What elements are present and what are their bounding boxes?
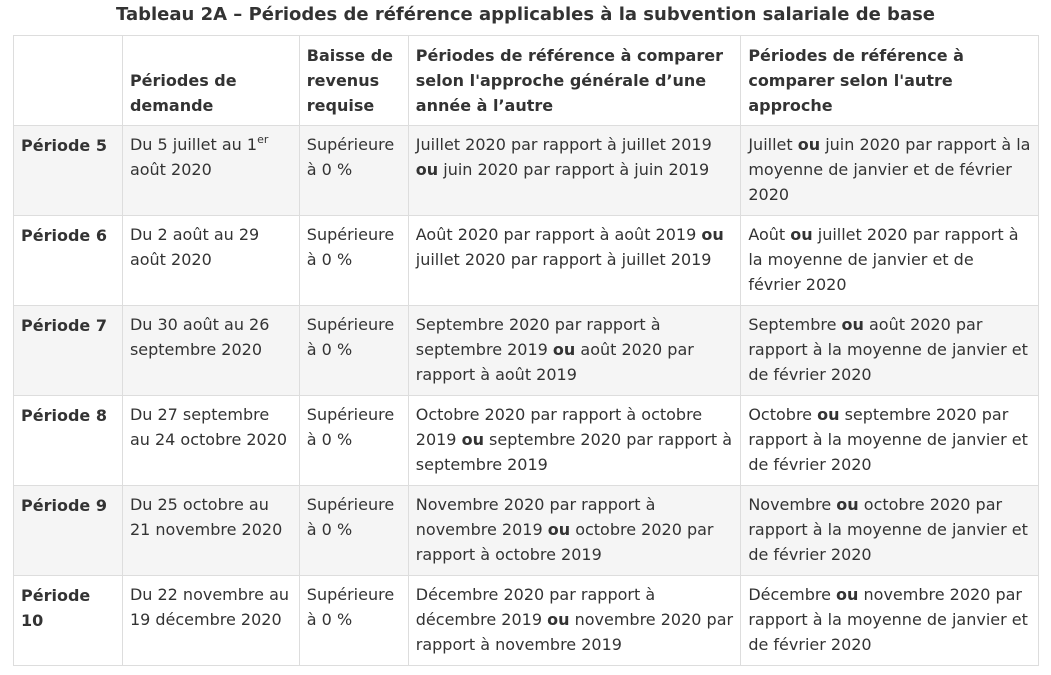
comparison-text: octobre 2020 par rapport à octobre 2019 bbox=[415, 520, 714, 564]
reference-periods-table bbox=[13, 35, 1039, 666]
claim-period-cell bbox=[122, 396, 299, 486]
conjunction-or: ou bbox=[547, 520, 571, 539]
conjunction-or: ou bbox=[841, 315, 864, 334]
comparison-text: Octobre 2020 par rapport à octobre 2019 bbox=[415, 405, 703, 449]
comparison-text: Décembre bbox=[748, 585, 837, 604]
comparison-text: Septembre 2020 par rapport à septembre 2019 bbox=[415, 315, 661, 359]
alternate-approach-cell bbox=[741, 306, 1039, 396]
claim-period-text: Du 22 novembre au 19 décembre 2020 bbox=[129, 585, 290, 629]
comparison-text: Juillet 2020 par rapport à juillet 2019 bbox=[415, 135, 712, 154]
comparison-text: juillet 2020 par rapport à la moyenne de janvier et de février 2020 bbox=[748, 225, 1019, 294]
general-approach-cell bbox=[408, 486, 741, 576]
comparison-text: juin 2020 par rapport à la moyenne de janvier et de février 2020 bbox=[748, 135, 1031, 204]
revenue-drop-cell: Supérieure à 0 % bbox=[299, 576, 408, 666]
general-approach-cell bbox=[408, 216, 741, 306]
claim-period-text: Du 27 septembre au 24 octobre 2020 bbox=[129, 405, 288, 449]
period-label: Période 8 bbox=[14, 396, 123, 486]
comparison-text: Novembre 2020 par rapport à novembre 2019 bbox=[415, 495, 656, 539]
comparison-text: juin 2020 par rapport à juin 2019 bbox=[438, 160, 710, 179]
conjunction-or: ou bbox=[836, 585, 859, 604]
table-row bbox=[14, 486, 1039, 576]
table-row bbox=[14, 306, 1039, 396]
period-label: Période 7 bbox=[14, 306, 123, 396]
ordinal-superscript: er bbox=[257, 132, 269, 146]
general-approach-cell bbox=[408, 306, 741, 396]
general-approach-cell bbox=[408, 576, 741, 666]
general-approach-cell bbox=[408, 396, 741, 486]
comparison-text: Septembre bbox=[748, 315, 842, 334]
conjunction-or: ou bbox=[547, 610, 570, 629]
claim-period-text: Du 2 août au 29 août 2020 bbox=[129, 225, 260, 269]
period-label: Période 10 bbox=[14, 576, 123, 666]
conjunction-or: ou bbox=[836, 495, 859, 514]
period-label: Période 5 bbox=[14, 126, 123, 216]
alternate-approach-cell bbox=[741, 216, 1039, 306]
revenue-drop-cell: Supérieure à 0 % bbox=[299, 396, 408, 486]
claim-period-text-end: août 2020 bbox=[129, 160, 212, 179]
comparison-text: octobre 2020 par rapport à la moyenne de janvier et de février 2020 bbox=[748, 495, 1028, 564]
claim-period-text: Du 5 juillet au 1 bbox=[129, 135, 258, 154]
comparison-text: Août 2020 par rapport à août 2019 bbox=[415, 225, 702, 244]
comparison-text: août 2020 par rapport à la moyenne de janvier et de février 2020 bbox=[748, 315, 1028, 384]
revenue-drop-cell: Supérieure à 0 % bbox=[299, 126, 408, 216]
header-empty bbox=[14, 36, 123, 126]
header-alternate-approach: Périodes de référence à comparer selon l'autre approche bbox=[741, 36, 1039, 126]
alternate-approach-cell bbox=[741, 486, 1039, 576]
header-claim-periods: Périodes de demande bbox=[122, 36, 299, 126]
alternate-approach-cell bbox=[741, 396, 1039, 486]
claim-period-cell bbox=[122, 216, 299, 306]
comparison-text: septembre 2020 par rapport à septembre 2019 bbox=[415, 430, 733, 474]
general-approach-cell bbox=[408, 126, 741, 216]
period-label: Période 6 bbox=[14, 216, 123, 306]
table-header-row bbox=[14, 36, 1039, 126]
claim-period-text: Du 30 août au 26 septembre 2020 bbox=[129, 315, 270, 359]
conjunction-or: ou bbox=[461, 430, 484, 449]
period-label: Période 9 bbox=[14, 486, 123, 576]
table-row bbox=[14, 396, 1039, 486]
claim-period-text: Du 25 octobre au 21 novembre 2020 bbox=[129, 495, 283, 539]
revenue-drop-cell: Supérieure à 0 % bbox=[299, 216, 408, 306]
comparison-text: Décembre 2020 par rapport à décembre 2019 bbox=[415, 585, 656, 629]
conjunction-or: ou bbox=[701, 225, 724, 244]
table-caption: Tableau 2A – Périodes de référence applicables à la subvention salariale de base bbox=[115, 4, 936, 25]
table-row bbox=[14, 576, 1039, 666]
conjunction-or: ou bbox=[790, 225, 813, 244]
claim-period-cell bbox=[122, 306, 299, 396]
claim-period-cell bbox=[122, 576, 299, 666]
claim-period-cell bbox=[122, 126, 299, 216]
comparison-text: Juillet bbox=[748, 135, 798, 154]
comparison-text: juillet 2020 par rapport à juillet 2019 bbox=[415, 250, 712, 269]
header-general-approach: Périodes de référence à comparer selon l'approche générale d’une année à l’autre bbox=[408, 36, 741, 126]
comparison-text: Août bbox=[748, 225, 791, 244]
revenue-drop-cell: Supérieure à 0 % bbox=[299, 486, 408, 576]
conjunction-or: ou bbox=[817, 405, 840, 424]
comparison-text: septembre 2020 par rapport à la moyenne de janvier et de février 2020 bbox=[748, 405, 1028, 474]
comparison-text: novembre 2020 par rapport à la moyenne de janvier et de février 2020 bbox=[748, 585, 1028, 654]
table-row bbox=[14, 126, 1039, 216]
table-row bbox=[14, 216, 1039, 306]
conjunction-or: ou bbox=[415, 160, 439, 179]
comparison-text: août 2020 par rapport à août 2019 bbox=[415, 340, 694, 384]
comparison-text: Octobre bbox=[748, 405, 818, 424]
alternate-approach-cell bbox=[741, 576, 1039, 666]
alternate-approach-cell bbox=[741, 126, 1039, 216]
header-revenue-drop: Baisse de revenus requise bbox=[299, 36, 408, 126]
conjunction-or: ou bbox=[552, 340, 576, 359]
comparison-text: novembre 2020 par rapport à novembre 2019 bbox=[415, 610, 734, 654]
claim-period-cell bbox=[122, 486, 299, 576]
conjunction-or: ou bbox=[797, 135, 821, 154]
revenue-drop-cell: Supérieure à 0 % bbox=[299, 306, 408, 396]
comparison-text: Novembre bbox=[748, 495, 837, 514]
